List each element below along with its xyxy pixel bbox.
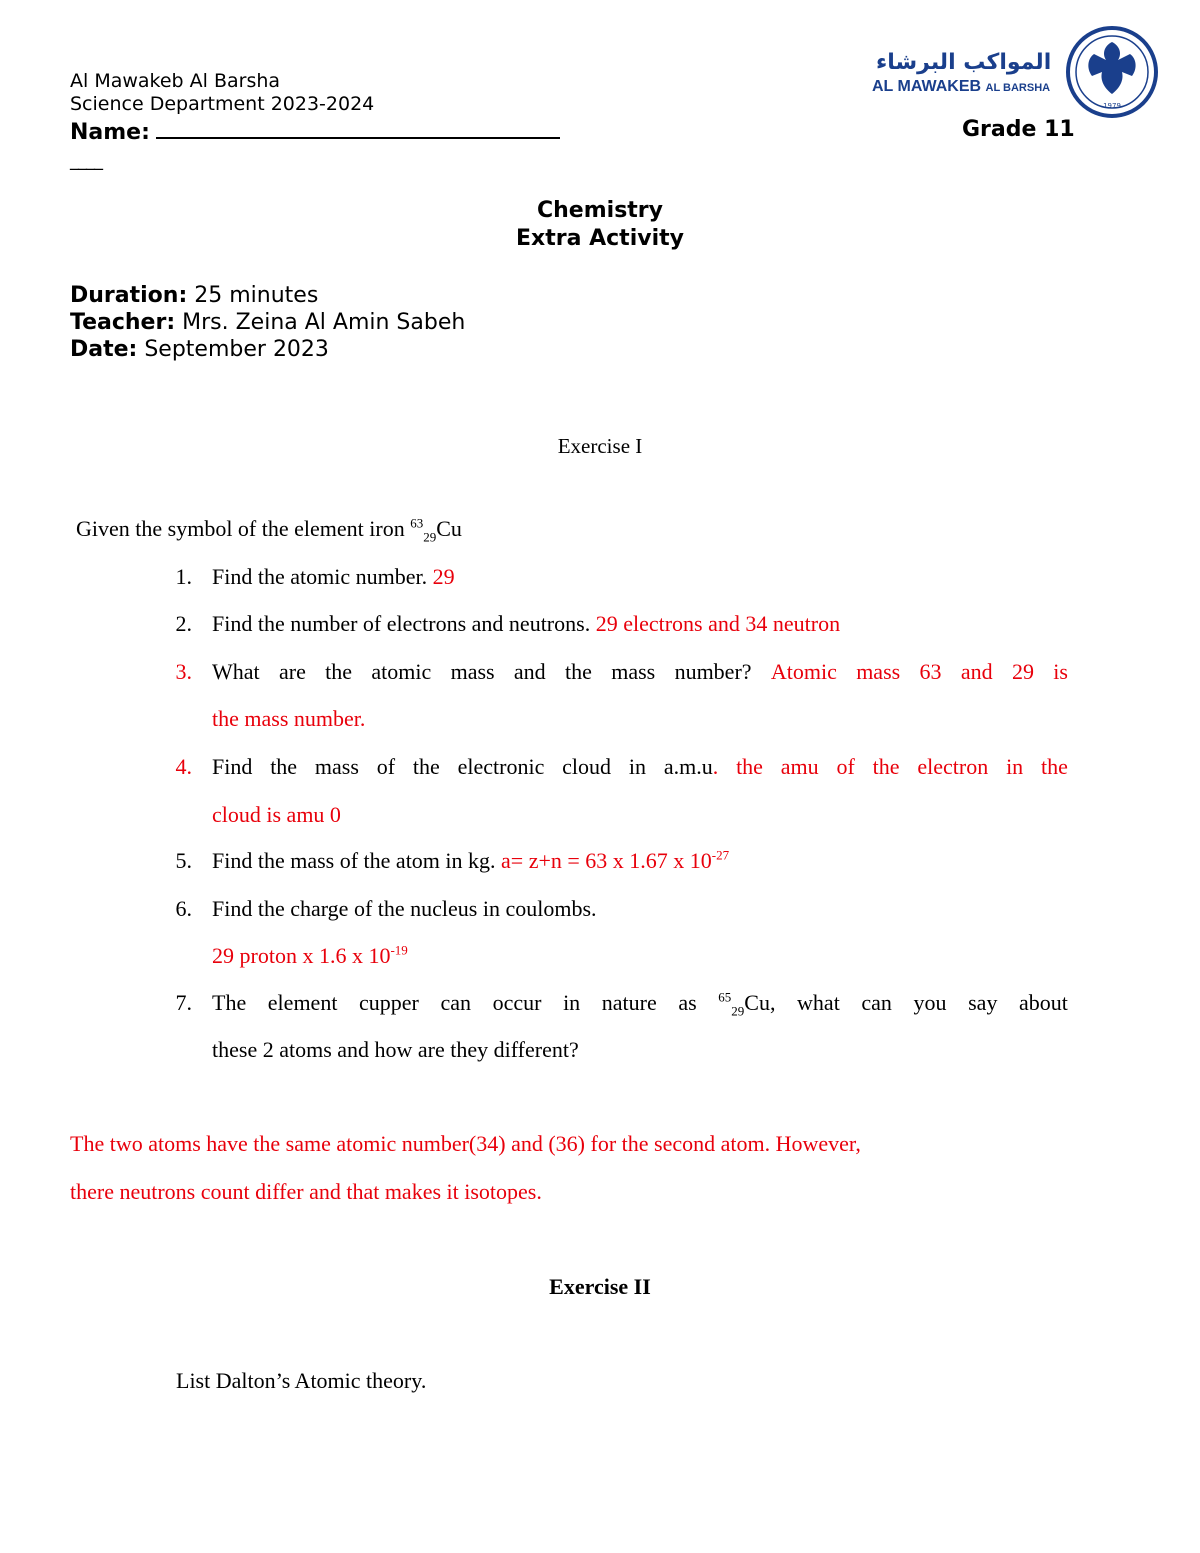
svg-text:1979: 1979	[1103, 102, 1121, 110]
exercise-2-prompt: List Dalton’s Atomic theory.	[176, 1368, 427, 1393]
logo-english-text: AL MAWAKEB AL BARSHA	[872, 78, 1051, 95]
question-5: 5. Find the mass of the atom in kg. a= z+n = 63 x 1.67 x $10^{-27}$	[175, 847, 730, 873]
exercise-1-intro: Given the symbol of the element iron $^{63}_{29}$Cu	[76, 515, 462, 545]
date-row	[70, 336, 329, 363]
question-7-cont: these 2 atoms and how are they different?	[212, 1037, 579, 1062]
answer-3-cont: the mass number.	[212, 706, 366, 731]
answer-7-line-2: there neutrons count differ and that makes it isotopes.	[70, 1179, 542, 1204]
teacher-row	[70, 309, 465, 336]
answer-5: a= z+n = 63 x 1.67 x $10^{-27}$	[501, 847, 730, 873]
activity-title: Extra Activity	[516, 226, 684, 251]
teacher-value: Mrs. Zeina Al Amin Sabeh	[182, 310, 466, 335]
school-logo	[868, 24, 1160, 124]
name-blank-tail: ____	[70, 150, 102, 171]
date-value: September 2023	[144, 337, 329, 362]
date-label: Date:	[70, 337, 138, 362]
grade-label: Grade 11	[962, 117, 1075, 142]
exercise-2-heading: Exercise II	[549, 1274, 651, 1299]
answer-1: 29	[432, 564, 455, 589]
question-7: 7. The element cupper can occur in nature as $^{65}_{29}$Cu, what can you say about	[175, 989, 1068, 1019]
question-3: 3. What are the atomic mass and the mass number? Atomic mass 63 and 29 is	[175, 659, 1068, 684]
answer-4-cont: cloud is amu 0	[212, 802, 341, 827]
answer-7-line-1: The two atoms have the same atomic number(34) and (36) for the second atom. However,	[70, 1131, 861, 1156]
duration-label: Duration:	[70, 283, 188, 308]
answer-6: 29 proton x 1.6 x $10^{-19}$	[212, 942, 408, 968]
name-label: Name:	[70, 120, 150, 145]
logo-arabic-text: المواكب البرشاء	[876, 50, 1052, 75]
name-field[interactable]	[70, 117, 560, 145]
question-1: 1. Find the atomic number. 29	[175, 564, 455, 589]
school-name: Al Mawakeb Al Barsha	[70, 70, 281, 92]
name-blank-line[interactable]	[156, 117, 560, 139]
subject-title: Chemistry	[537, 198, 663, 223]
department: Science Department 2023-2024	[70, 93, 375, 115]
answer-2: 29 electrons and 34 neutron	[595, 611, 841, 636]
question-4: 4. Find the mass of the electronic cloud in a.m.u. the amu of the electron in the	[175, 754, 1068, 779]
teacher-label: Teacher:	[70, 310, 176, 335]
duration-value: 25 minutes	[194, 283, 319, 308]
duration-row	[70, 282, 318, 309]
exercise-1-heading: Exercise I	[557, 434, 643, 458]
question-2: 2. Find the number of electrons and neutrons. 29 electrons and 34 neutron	[175, 611, 841, 636]
eagle-emblem-icon	[1064, 24, 1160, 120]
question-6: 6. Find the charge of the nucleus in coulombs.	[175, 896, 597, 921]
